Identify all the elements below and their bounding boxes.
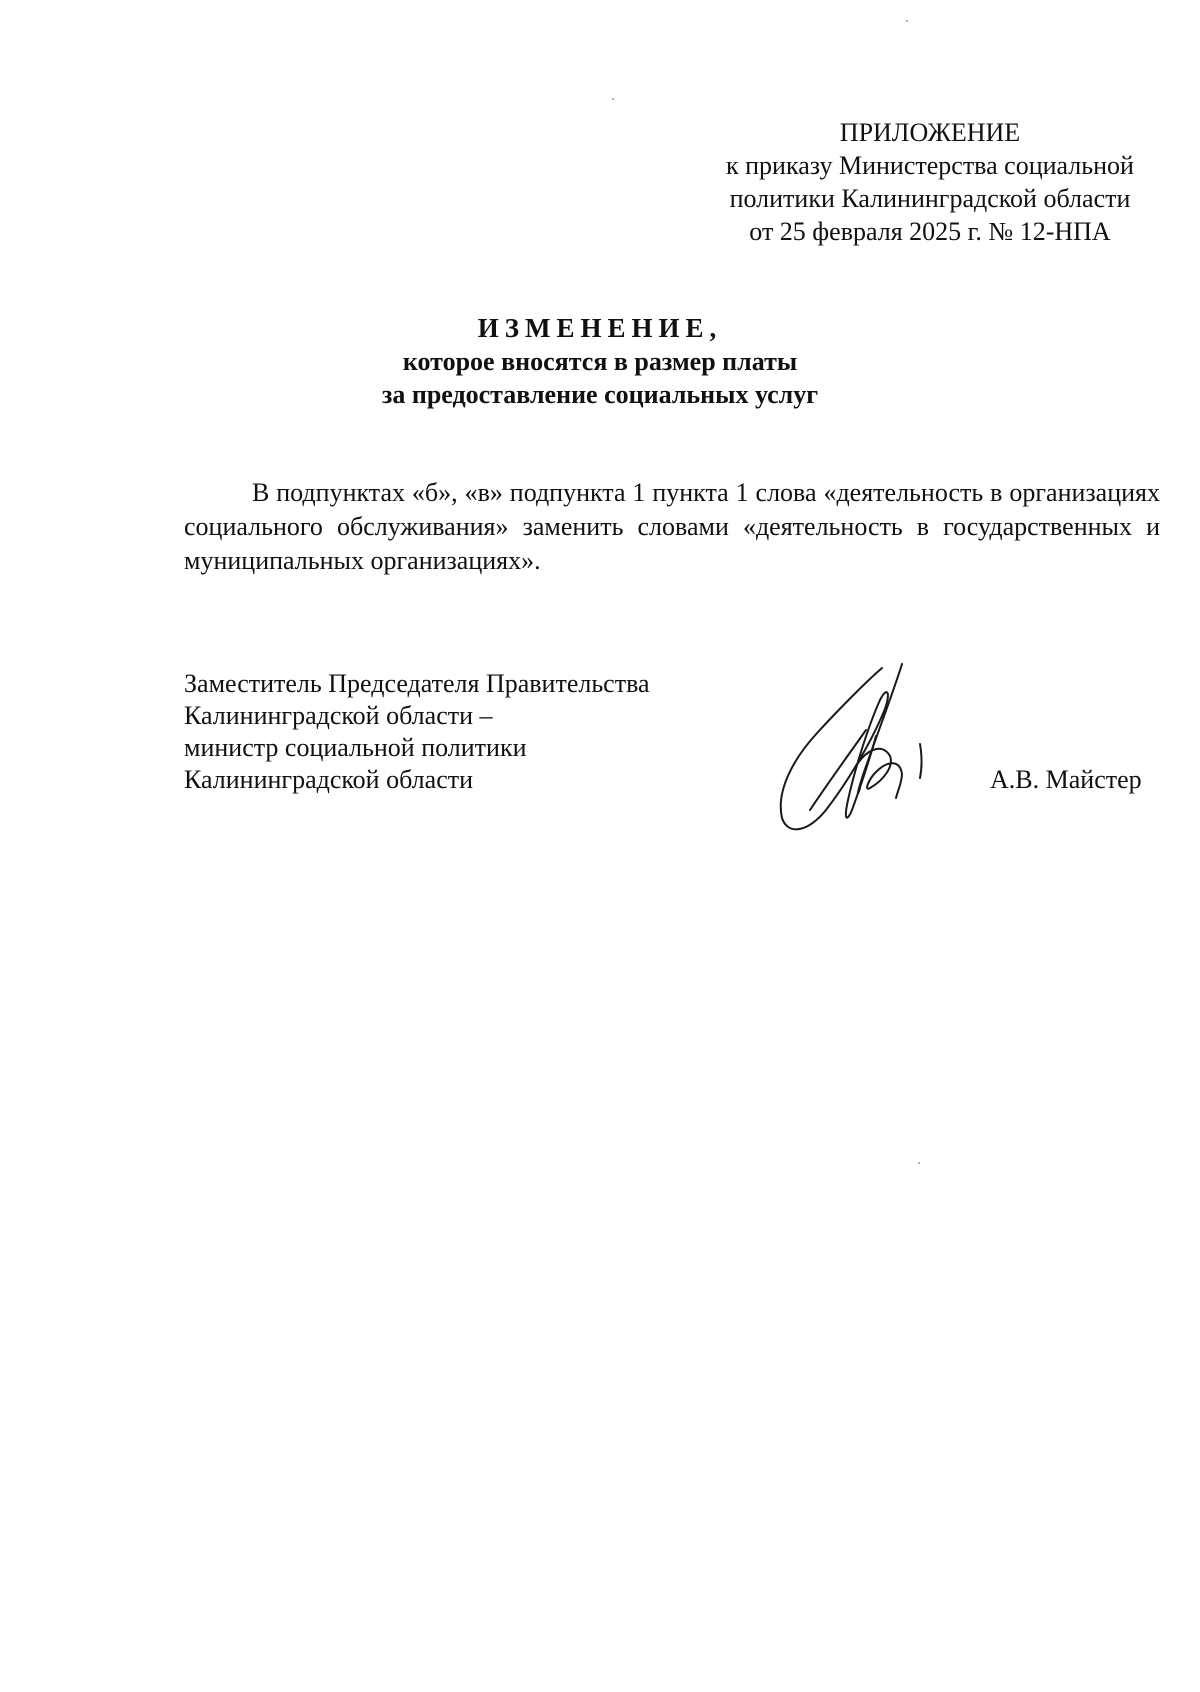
signer-position-line: Калининградской области – <box>184 701 493 730</box>
appendix-title: ПРИЛОЖЕНИЕ <box>839 118 1021 147</box>
handwritten-signature-icon <box>770 660 940 840</box>
scan-speck <box>906 20 908 22</box>
signer-position <box>184 668 744 796</box>
appendix-line: политики Калининградской области <box>729 184 1131 213</box>
appendix-header <box>690 116 1170 248</box>
document-heading <box>0 312 1200 411</box>
body-paragraph: В подпунктах «б», «в» подпункта 1 пункта 1 слова «деятельность в организациях социального обслуживания» заменить словами «деятельность в государственных и муниципальных организациях». <box>184 478 1160 575</box>
appendix-line: к приказу Министерства социальной <box>726 151 1134 180</box>
signer-name: А.В. Майстер <box>990 765 1142 794</box>
appendix-line: от 25 февраля 2025 г. № 12-НПА <box>749 217 1111 246</box>
signer-position-line: министр социальной политики <box>184 733 527 762</box>
scan-speck <box>918 1162 920 1164</box>
signer-position-line: Калининградской области <box>184 765 474 794</box>
heading-subtitle: которое вносятся в размер платы <box>402 347 798 376</box>
heading-subtitle: за предоставление социальных услуг <box>381 380 819 409</box>
heading-title: ИЗМЕНЕНИЕ, <box>477 313 723 343</box>
signer-position-line: Заместитель Председателя Правительства <box>184 669 650 698</box>
scan-speck <box>612 98 614 100</box>
